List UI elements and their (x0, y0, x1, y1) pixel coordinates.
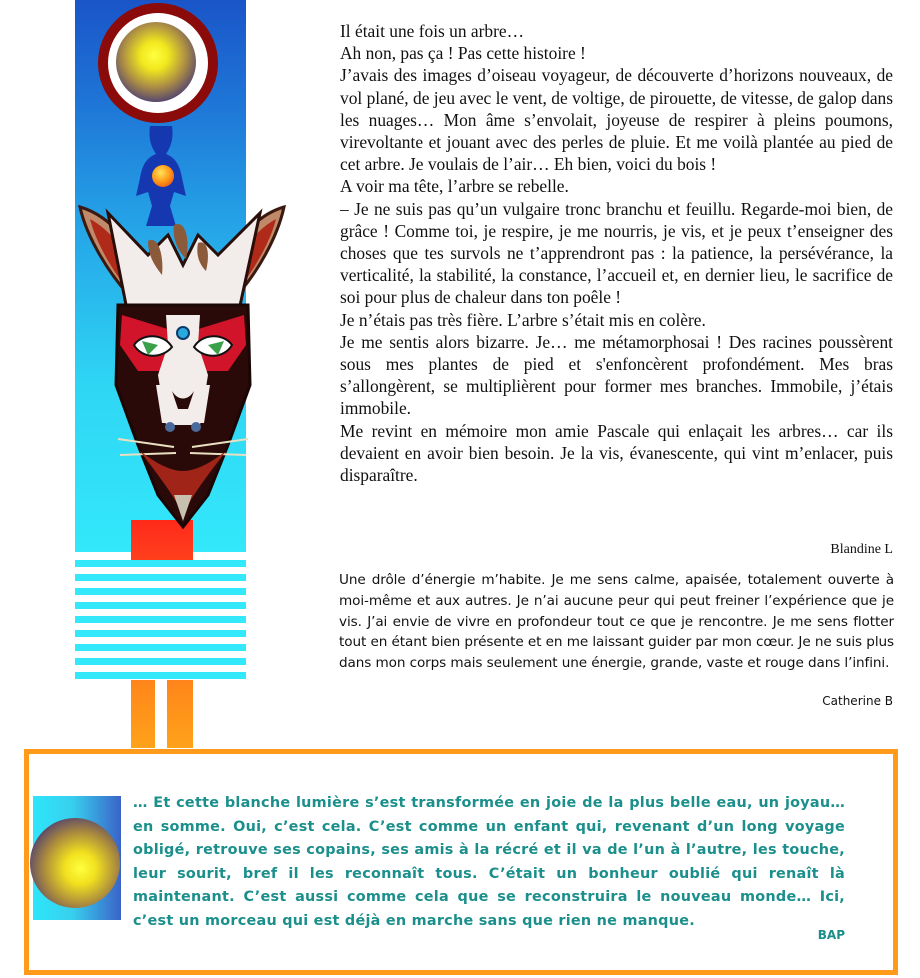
essay-catherine: Une drôle d’énergie m’habite. Je me sens calme, apaisée, totalement ouverte à moi-même et aux autres. Je n’ai aucune peur qui peut freiner l’expérience que je vis. J’ai envie de vivre en profondeur tout ce que je rencontre. Je me sens flotter tout en étant bien présente et en me laissant guider par mon cœur. Je ne suis plus dans mon corps mais seulement une énergie, grande, vaste et rouge dans l’infini. (339, 572, 894, 672)
story-line: – Je ne suis pas qu’un vulgaire tronc branchu et feuillu. Regarde-moi bien, de grâce ! Comme toi, je respire, je me nourris, je vis, et je peux t’enseigner des choses que tes survols ne t’apprendront pas : la patience, la persévérance, la verticalité, la stabilité, la constance, l’accueil et, en dernier lieu, le sacrifice de soi pour plus de chaleur dans ton poêle ! (340, 198, 893, 308)
author-signature-catherine: Catherine B (822, 694, 893, 708)
story-line: A voir ma tête, l’arbre se rebelle. (340, 176, 569, 197)
orange-orb-icon (152, 165, 174, 187)
decorative-stripes (75, 560, 246, 680)
author-signature-bap: BAP (817, 928, 845, 942)
story-text (340, 20, 893, 486)
sphere-icon (30, 818, 120, 908)
sun-sphere-icon (116, 22, 196, 102)
story-line: Il était une fois un arbre… (340, 21, 524, 41)
story-line: Me revint en mémoire mon amie Pascale qui enlaçait les arbres… car ils devaient en avoir bien besoin. Je la vis, évanescente, qui vint m’enlacer, puis disparaître. (340, 420, 893, 486)
story-line: Je me sentis alors bizarre. Je… me métamorphosai ! Des racines poussèrent sous mes plantes de pied et s'enfoncèrent profondément. Mes bras s’allongèrent, se multiplièrent pour former mes branches. Immobile, j’étais immobile. (340, 331, 893, 419)
story-line: Ah non, pas ça ! Pas cette histoire ! (340, 43, 586, 64)
author-signature-blandine: Blandine L (830, 542, 893, 557)
tribal-mask-illustration (78, 195, 288, 535)
story-line: J’avais des images d’oiseau voyageur, de découverte d’horizons nouveaux, de vol plané, de jeu avec le vent, de voltige, de pirouette, de vitesse, de galop dans les nuages… Mon âme s’envolait, joyeuse de respirer à pleins poumons, virevoltante et jouant avec des perles de pluie. Et me voilà plantée au pied de cet arbre. Je voulais de l’air… Eh bien, voici du bois ! (340, 65, 893, 175)
story-line: Je n’étais pas très fière. L’arbre s’était mis en colère. (340, 309, 706, 330)
quote-box-text: … Et cette blanche lumière s’est transformée en joie de la plus belle eau, un joyau… en somme. Oui, c’est cela. C’est comme un enfant qui, revenant d’un long voyage obligé, retrouve ses copains, ses amis à la récré et il va de l’un à l’autre, les touche, leur sourit, bref il les reconnaît tous. C’était un bonheur oublié qui renaît là maintenant. C’est aussi comme cela que se reconstruira le nouveau monde… Ici, c’est un morceau qui est déjà en marche sans que rien ne manque. (133, 795, 845, 929)
